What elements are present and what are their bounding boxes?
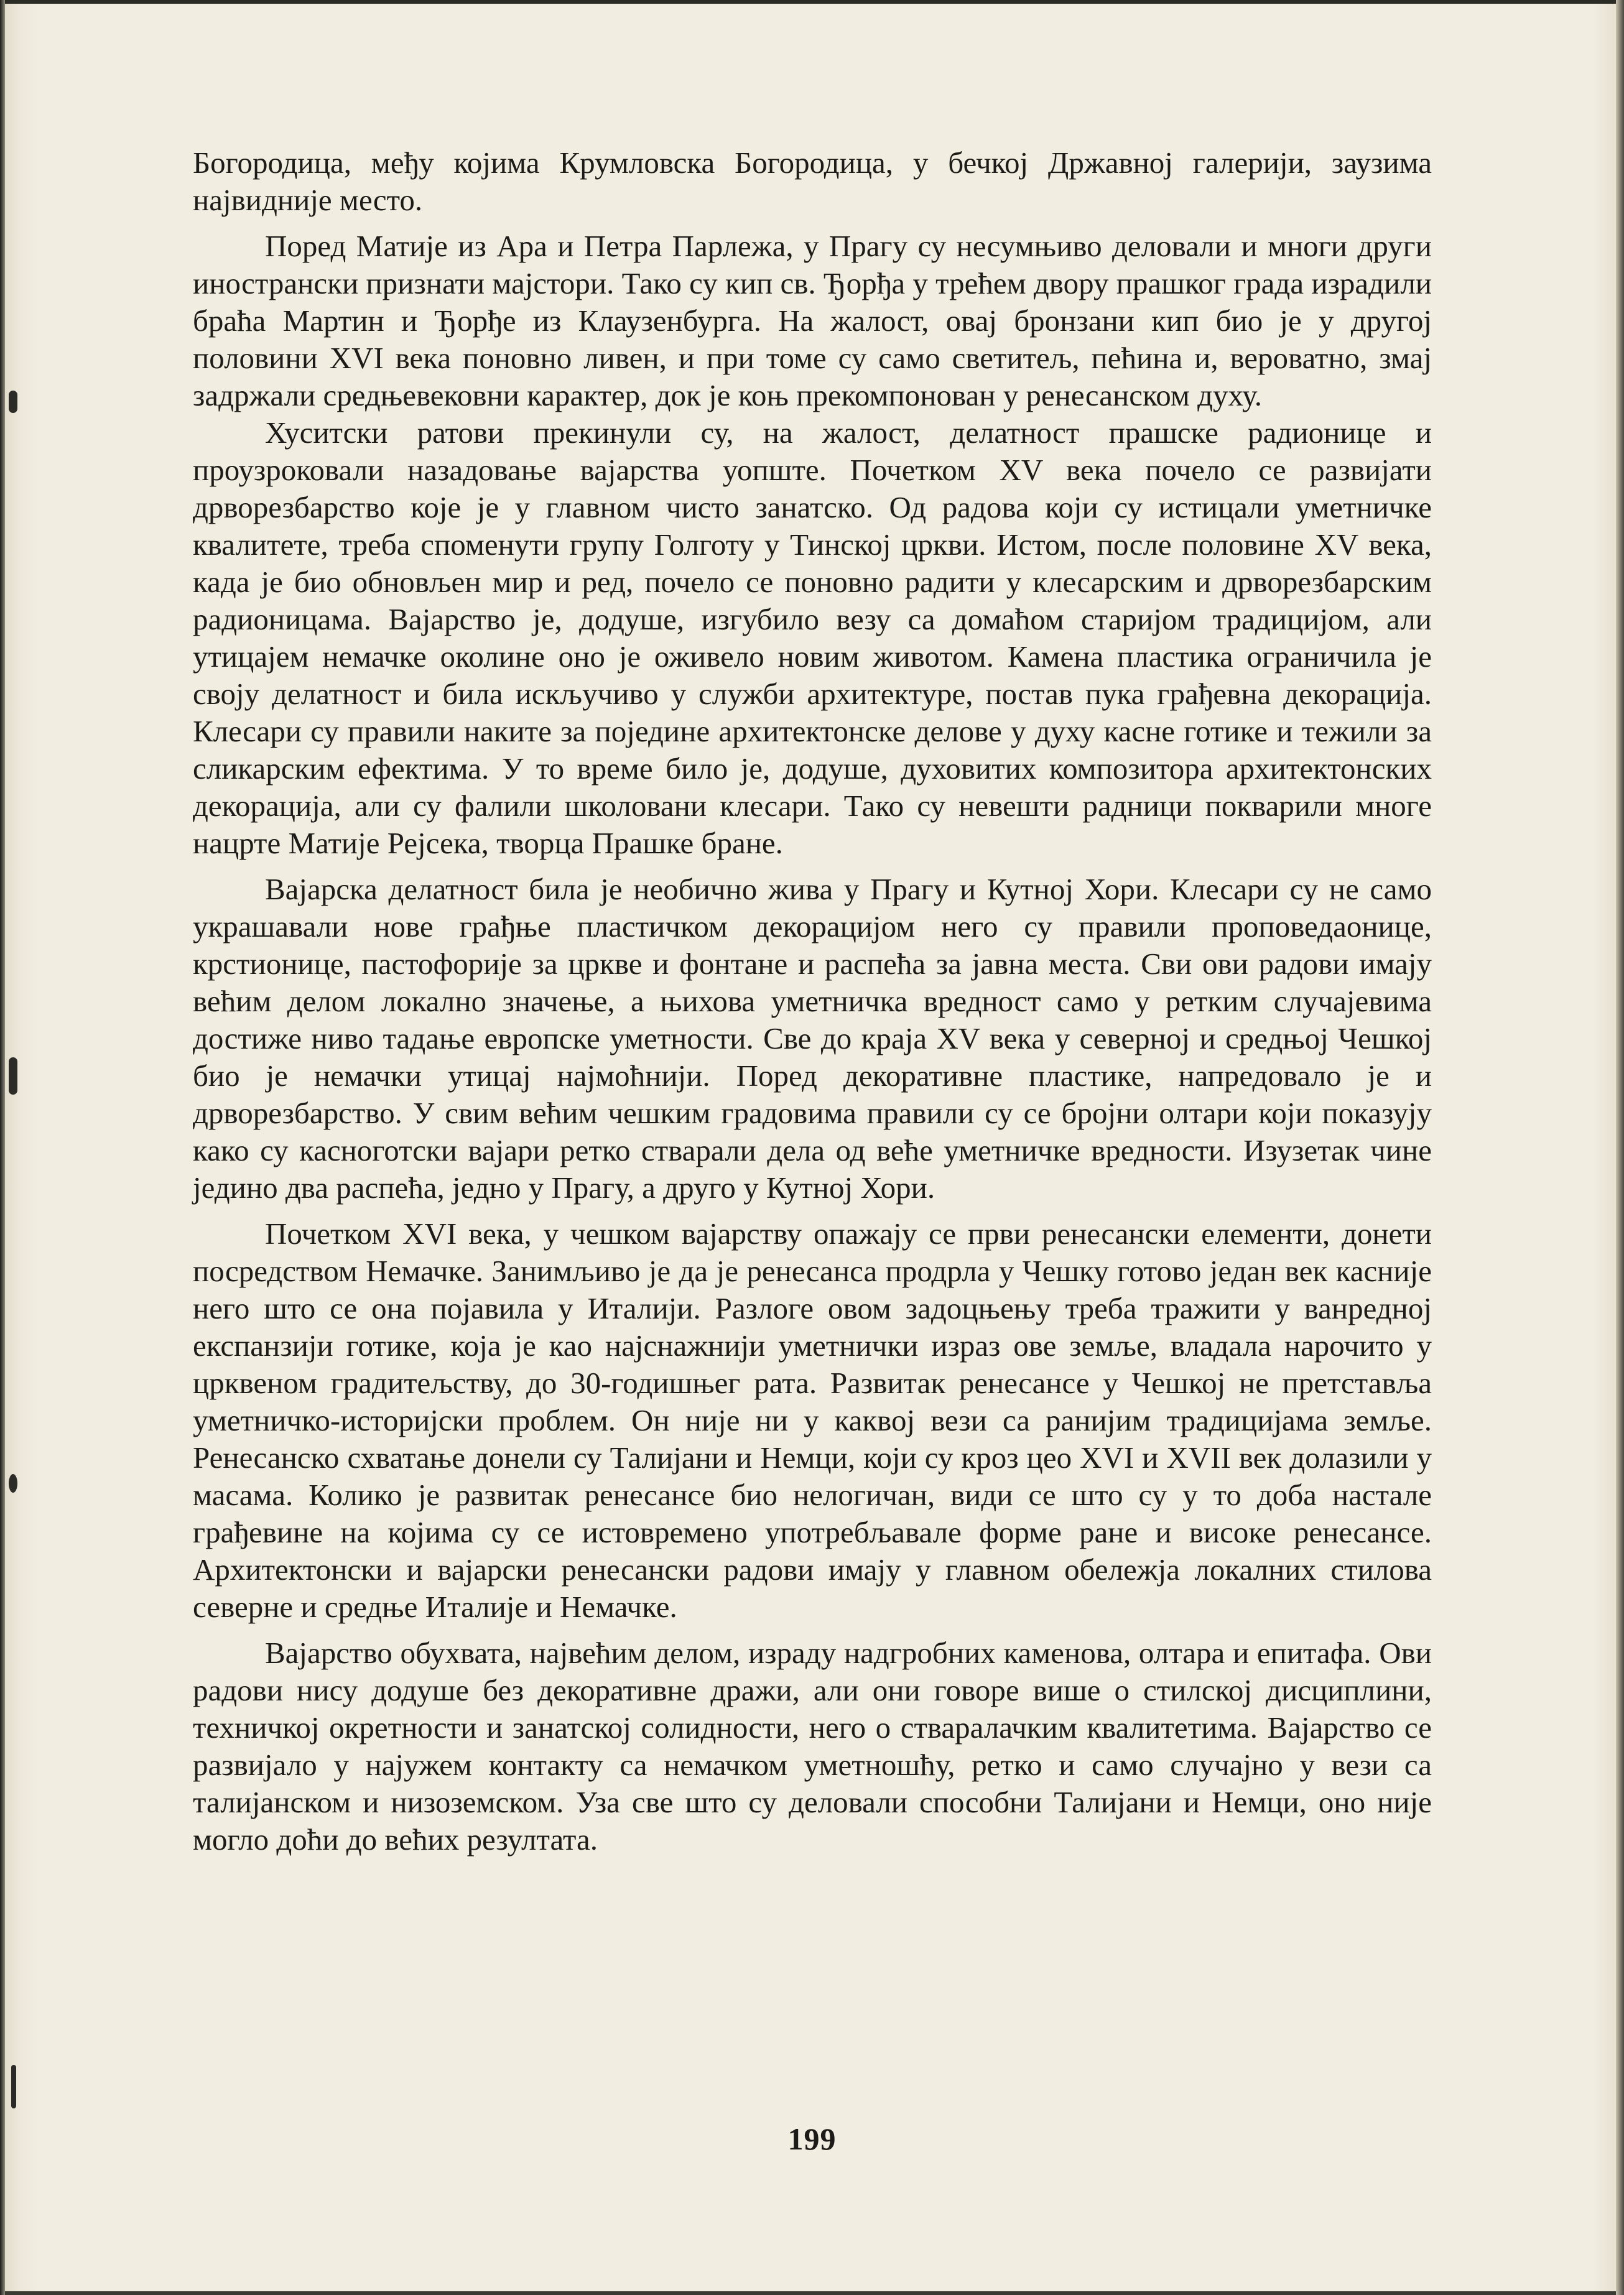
binding-mark (9, 391, 17, 413)
paragraph: Богородица, међу којима Крумловска Богородица, у бечкој Државној галерији, заузима највидније место. (193, 146, 1432, 217)
paragraph: Почетком XVI века, у чешком вајарству опажају се први ренесански елементи, донети посредством Немачке. Занимљиво је да је ренесанса продрла у Чешку готово један век касније него што се она појавила у Италији. Разлоге овом задоцњењу треба тражити у ванредној експанзији готике, која је као најснажнији уметнички израз ове земље, владала нарочито у црквеном градитељству, до 30-годишњег рата. Развитак ренесансе у Чешкој не претставља уметничко-историјски проблем. Он није ни у каквој вези са ранијим традицијама земље. Ренесанско схватање донели су Талијани и Немци, који су кроз цео XVI и XVII век долазили у масама. Колико је развитак ренесансе био нелогичан, види се што су у то доба настале грађевине на којима су се истовремено употребљавале форме ране и високе ренесансе. Архитектонски и вајарски ренесански радови имају у главном обележја локалних стилова северне и средње Италије и Немачке. (193, 1217, 1432, 1624)
scan-right-edge (1616, 0, 1624, 2295)
paragraph: Вајарство обухвата, највећим делом, израду надгробних каменова, олтара и епитафа. Ови радови нису додуше без декоративне дражи, али они говоре више о стилској дисциплини, техничкој окретности и занатској солидности, него о стваралачким квалитетима. Вајарство се развијало у најужем контакту са немачком уметношћу, ретко и само случајно у вези са талијанском и низоземском. Уза све што су деловали способни Талијани и Немци, оно није могло доћи до већих резултата. (193, 1636, 1432, 1857)
binding-mark (9, 1474, 17, 1493)
binding-mark (11, 2065, 16, 2108)
scan-top-edge (0, 0, 1624, 4)
scan-left-edge (0, 0, 5, 2295)
scan-bottom-edge (0, 2291, 1624, 2295)
binding-mark (9, 1057, 17, 1095)
paragraph: Вајарска делатност била је необично жива у Прагу и Кутној Хори. Клесари су не само украшавали нове грађње пластичком декорацијом него су правили проповедаонице, крстионице, пастофорије за цркве и фонтане и распећа за јавна места. Сви ови радови имају већим делом локално значење, а њихова уметничка вредност само у ретким случајевима достиже ниво тадање европске уметности. Све до краја XV века у северној и средњој Чешкој био је немачки утицај најмоћнији. Поред декоративне пластике, напредовало је и дрворезбарство. У свим већим чешким градовима правили су се бројни олтари који показују како су касноготски вајари ретко стварали дела од веће уметничке вредности. Изузетак чине једино два распећа, једно у Прагу, а друго у Кутној Хори. (193, 872, 1432, 1205)
page-number: 199 (787, 2121, 837, 2156)
paragraph: Хуситски ратови прекинули су, на жалост, делатност прашске радионице и проузроковали назадовање вајарства уопште. Почетком XV века почело се развијати дрворезбарство које је у главном чисто занатско. Од радова који су истицали уметничке квалитете, треба споменути групу Голготу у Тинској цркви. Истом, после половине XV века, када је био обновљен мир и ред, почело се поновно радити у клесарским и дрворезбарским радионицама. Вајарство је, додуше, изгубило везу са домаћом старијом традицијом, али утицајем немачке околине оно је оживело новим животом. Камена пластика ограничила је своју делатност и била искључиво у служби архитектуре, постав пука грађевна декорација. Клесари су правили наките за поједине архитектонске делове у духу касне готике и тежили за сликарским ефектима. У то време било је, додуше, духовитих композитора архитектонских декорација, али су фалили школовани клесари. Тако су невешти радници покварили многе нацрте Матије Рејсека, творца Прашке бране. (193, 415, 1432, 860)
paragraph: Поред Матије из Ара и Петра Парлежа, у Прагу су несумњиво деловали и многи други инострански признати мајстори. Тако су кип св. Ђорђа у трећем двору прашког града израдили браћа Мартин и Ђорђе из Клаузенбурга. На жалост, овај бронзани кип био је у другој половини XVI века поновно ливен, и при томе су само светитељ, пећина и, вероватно, змај задржали средњевековни карактер, док је коњ прекомпонован у ренесанском духу. (193, 229, 1432, 412)
body-text (193, 144, 1432, 1858)
